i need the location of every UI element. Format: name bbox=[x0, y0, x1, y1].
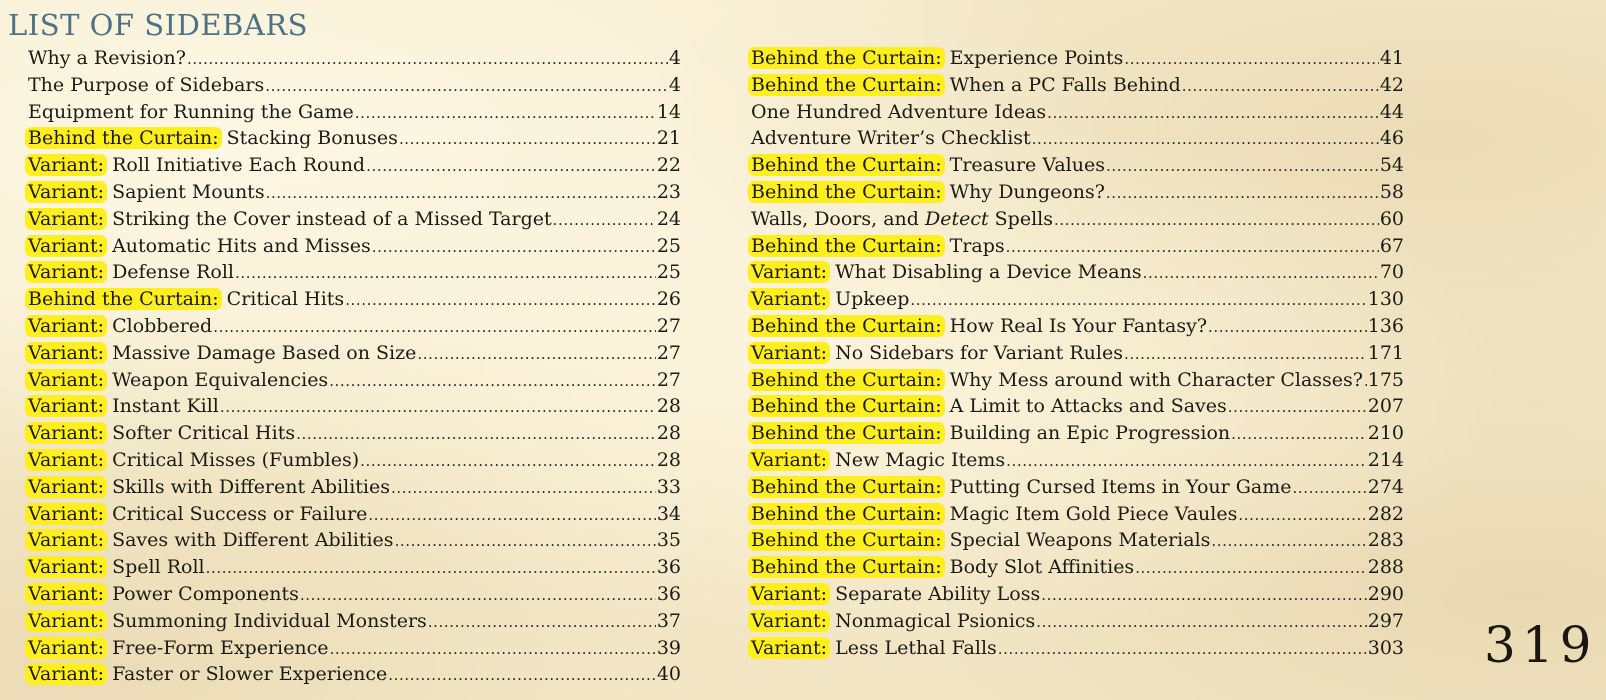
dot-leader bbox=[300, 582, 656, 609]
page-reference: 40 bbox=[656, 663, 681, 686]
list-item bbox=[751, 340, 1404, 367]
sidebar-title: Spell Roll bbox=[112, 556, 205, 579]
page-reference: 46 bbox=[1379, 127, 1404, 150]
sidebar-type-highlight: Variant: bbox=[748, 342, 830, 364]
dot-leader bbox=[1054, 207, 1379, 234]
sidebar-type-highlight: Variant: bbox=[25, 342, 107, 364]
list-item bbox=[751, 179, 1404, 206]
sidebar-title: Why Dungeons? bbox=[949, 180, 1105, 203]
sidebar-type-highlight: Variant: bbox=[25, 422, 107, 444]
dot-leader bbox=[399, 126, 656, 153]
sidebar-type-highlight: Behind the Curtain: bbox=[748, 74, 945, 96]
list-item bbox=[28, 447, 681, 474]
list-item-label bbox=[751, 393, 1227, 420]
dot-leader bbox=[1238, 502, 1366, 529]
sidebar-type-highlight: Variant: bbox=[25, 529, 107, 551]
sidebar-list-right-column bbox=[751, 45, 1404, 661]
list-item bbox=[28, 313, 681, 340]
sidebar-title: Softer Critical Hits bbox=[112, 422, 296, 445]
sidebar-title: Experience Points bbox=[949, 47, 1124, 69]
list-item bbox=[751, 581, 1404, 608]
page-reference: 28 bbox=[656, 422, 681, 445]
list-item bbox=[28, 340, 681, 367]
sidebar-title: The Purpose of Sidebars bbox=[28, 73, 265, 96]
page-reference: 27 bbox=[656, 341, 681, 364]
page-reference: 70 bbox=[1379, 261, 1404, 284]
list-item-label bbox=[28, 152, 365, 179]
sidebar-title: Why Mess around with Character Classes? bbox=[949, 368, 1363, 391]
sidebar-type-highlight: Behind the Curtain: bbox=[748, 154, 945, 176]
dot-leader bbox=[1006, 448, 1367, 475]
list-item bbox=[28, 125, 681, 152]
sidebar-type-highlight: Variant: bbox=[25, 663, 107, 685]
page-reference: 22 bbox=[656, 154, 681, 177]
list-item bbox=[28, 581, 681, 608]
page-reference: 297 bbox=[1367, 609, 1404, 632]
list-item-label bbox=[751, 72, 1181, 99]
page-reference: 130 bbox=[1367, 288, 1404, 311]
dot-leader bbox=[1124, 46, 1378, 73]
dot-leader bbox=[206, 555, 656, 582]
list-item bbox=[751, 635, 1404, 662]
sidebar-type-highlight: Variant: bbox=[25, 395, 107, 417]
sidebar-title: No Sidebars for Variant Rules bbox=[835, 341, 1123, 364]
list-item-label bbox=[28, 233, 371, 260]
page-reference: 207 bbox=[1367, 395, 1404, 418]
dot-leader bbox=[187, 46, 668, 73]
dot-leader bbox=[1182, 73, 1379, 100]
sidebar-title: Sapient Mounts bbox=[112, 180, 265, 203]
list-item bbox=[28, 420, 681, 447]
dot-leader bbox=[1364, 368, 1367, 395]
list-item bbox=[751, 72, 1404, 99]
list-item-label bbox=[751, 367, 1363, 394]
sidebar-title: Magic Item Gold Piece Vaules bbox=[949, 502, 1238, 525]
sidebar-title: A Limit to Attacks and Saves bbox=[949, 395, 1227, 418]
dot-leader bbox=[395, 528, 656, 555]
sidebar-title: Equipment for Running the Game bbox=[28, 100, 354, 123]
dot-leader bbox=[1124, 341, 1367, 368]
sidebar-title: What Disabling a Device Means bbox=[835, 261, 1142, 284]
list-item-label bbox=[28, 447, 359, 474]
list-item bbox=[751, 554, 1404, 581]
page-reference: 34 bbox=[656, 502, 681, 525]
list-item bbox=[751, 152, 1404, 179]
list-item-label bbox=[28, 474, 390, 501]
list-item-label bbox=[751, 420, 1230, 447]
sidebar-title: Why a Revision? bbox=[28, 47, 186, 69]
sidebar-type-highlight: Variant: bbox=[748, 583, 830, 605]
list-item bbox=[28, 99, 681, 126]
sidebar-title: Defense Roll bbox=[112, 261, 235, 284]
list-item bbox=[751, 420, 1404, 447]
page-reference: 28 bbox=[656, 448, 681, 471]
dot-leader bbox=[220, 394, 656, 421]
list-item bbox=[751, 501, 1404, 528]
page-reference: 24 bbox=[656, 207, 681, 230]
list-item bbox=[28, 179, 681, 206]
dot-leader bbox=[265, 73, 668, 100]
sidebar-title: Instant Kill bbox=[112, 395, 219, 418]
list-item bbox=[751, 206, 1404, 233]
sidebar-title: Less Lethal Falls bbox=[835, 636, 997, 659]
list-item-label bbox=[751, 206, 1053, 233]
sidebar-title: Nonmagical Psionics bbox=[835, 609, 1036, 632]
page-reference: 37 bbox=[656, 609, 681, 632]
sidebar-title: Putting Cursed Items in Your Game bbox=[949, 475, 1292, 498]
sidebar-title: Body Slot Affinities bbox=[949, 556, 1135, 579]
sidebar-type-highlight: Behind the Curtain: bbox=[25, 288, 222, 310]
page-reference: 27 bbox=[656, 314, 681, 337]
dot-leader bbox=[428, 609, 656, 636]
list-item-label bbox=[751, 152, 1105, 179]
list-item-label bbox=[751, 99, 1046, 126]
dot-leader bbox=[553, 207, 656, 234]
sidebar-type-highlight: Variant: bbox=[748, 449, 830, 471]
sidebar-title: Stacking Bonuses bbox=[226, 127, 398, 150]
list-item bbox=[28, 527, 681, 554]
sidebar-title: Traps bbox=[949, 234, 1005, 257]
page-reference: 54 bbox=[1379, 154, 1404, 177]
list-item bbox=[28, 554, 681, 581]
list-item-label bbox=[751, 447, 1005, 474]
page-reference: 4 bbox=[668, 73, 681, 96]
page-reference: 67 bbox=[1379, 234, 1404, 257]
list-item bbox=[28, 286, 681, 313]
list-item-label bbox=[751, 259, 1142, 286]
list-item bbox=[28, 474, 681, 501]
page-reference: 274 bbox=[1367, 475, 1404, 498]
list-item-label bbox=[28, 554, 205, 581]
dot-leader bbox=[1036, 609, 1366, 636]
sidebar-type-highlight: Variant: bbox=[25, 208, 107, 230]
list-item bbox=[751, 608, 1404, 635]
sidebar-title: How Real Is Your Fantasy? bbox=[949, 314, 1208, 337]
list-item-label bbox=[28, 367, 328, 394]
sidebar-type-highlight: Behind the Curtain: bbox=[748, 315, 945, 337]
sidebar-title: Critical Hits bbox=[226, 288, 345, 311]
dot-leader bbox=[1143, 260, 1379, 287]
list-item-label bbox=[28, 99, 354, 126]
sidebar-type-highlight: Behind the Curtain: bbox=[748, 529, 945, 551]
sidebar-type-highlight: Variant: bbox=[25, 583, 107, 605]
dot-leader bbox=[998, 636, 1367, 663]
page-reference: 36 bbox=[656, 556, 681, 579]
dot-leader bbox=[417, 341, 655, 368]
page-reference: 58 bbox=[1379, 180, 1404, 203]
page-reference: 136 bbox=[1367, 314, 1404, 337]
sidebar-title: Upkeep bbox=[835, 288, 910, 311]
dot-leader bbox=[355, 100, 656, 127]
sidebar-title: Weapon Equivalencies bbox=[112, 368, 329, 391]
list-item bbox=[751, 286, 1404, 313]
sidebar-type-highlight: Behind the Curtain: bbox=[25, 127, 222, 149]
sidebar-title: Faster or Slower Experience bbox=[112, 663, 388, 686]
dot-leader bbox=[1208, 314, 1367, 341]
sidebar-type-highlight: Behind the Curtain: bbox=[748, 369, 945, 391]
list-item bbox=[751, 125, 1404, 152]
list-item bbox=[751, 367, 1404, 394]
sidebar-type-highlight: Variant: bbox=[25, 476, 107, 498]
dot-leader bbox=[372, 234, 656, 261]
sidebar-title: Skills with Different Abilities bbox=[112, 475, 390, 498]
page-reference: 303 bbox=[1367, 636, 1404, 659]
sidebar-title: Building an Epic Progression bbox=[949, 422, 1231, 445]
page-reference: 283 bbox=[1367, 529, 1404, 552]
dot-leader bbox=[345, 287, 656, 314]
sidebar-type-highlight: Variant: bbox=[25, 154, 107, 176]
page-reference: 14 bbox=[656, 100, 681, 123]
dot-leader bbox=[266, 180, 656, 207]
page-reference: 27 bbox=[656, 368, 681, 391]
sidebar-title: Roll Initiative Each Round bbox=[112, 154, 366, 177]
sidebar-title: Clobbered bbox=[112, 314, 213, 337]
list-item-label bbox=[28, 608, 427, 635]
list-item bbox=[751, 393, 1404, 420]
list-item-label bbox=[28, 420, 295, 447]
sidebar-title: Walls, Doors, and Detect Spells bbox=[751, 207, 1053, 230]
page-reference: 41 bbox=[1379, 47, 1404, 69]
list-item bbox=[751, 447, 1404, 474]
list-item bbox=[28, 661, 681, 688]
dot-leader bbox=[1041, 582, 1366, 609]
page-reference: 288 bbox=[1367, 556, 1404, 579]
page-reference: 33 bbox=[656, 475, 681, 498]
list-item-label bbox=[28, 259, 234, 286]
list-item bbox=[28, 259, 681, 286]
list-item bbox=[751, 313, 1404, 340]
sidebar-type-highlight: Behind the Curtain: bbox=[748, 181, 945, 203]
list-item-label bbox=[28, 125, 398, 152]
page-reference: 25 bbox=[656, 261, 681, 284]
list-item-label bbox=[751, 608, 1035, 635]
sidebar-type-highlight: Variant: bbox=[25, 369, 107, 391]
sidebar-type-highlight: Variant: bbox=[25, 503, 107, 525]
list-item-label bbox=[28, 661, 387, 688]
page-reference: 28 bbox=[656, 395, 681, 418]
sidebar-type-highlight: Behind the Curtain: bbox=[748, 395, 945, 417]
sidebar-type-highlight: Variant: bbox=[25, 181, 107, 203]
dot-leader bbox=[235, 260, 656, 287]
sidebar-type-highlight: Variant: bbox=[748, 261, 830, 283]
page-reference: 21 bbox=[656, 127, 681, 150]
list-item-label bbox=[751, 581, 1040, 608]
dot-leader bbox=[1032, 126, 1379, 153]
page-title: LIST OF SIDEBARS bbox=[8, 8, 308, 42]
sidebar-type-highlight: Variant: bbox=[25, 637, 107, 659]
list-item-label bbox=[28, 340, 416, 367]
sidebar-type-highlight: Variant: bbox=[25, 610, 107, 632]
list-item-label bbox=[28, 393, 219, 420]
list-item-label bbox=[28, 286, 344, 313]
sidebar-title: Power Components bbox=[112, 582, 299, 605]
sidebar-list-left-column bbox=[28, 45, 681, 688]
list-item bbox=[28, 393, 681, 420]
sidebar-type-highlight: Behind the Curtain: bbox=[748, 235, 945, 257]
page-reference: 26 bbox=[656, 288, 681, 311]
list-item bbox=[28, 608, 681, 635]
sidebar-title: New Magic Items bbox=[835, 448, 1006, 471]
dot-leader bbox=[1231, 421, 1367, 448]
sidebar-title: Automatic Hits and Misses bbox=[112, 234, 371, 257]
sidebar-type-highlight: Behind the Curtain: bbox=[748, 476, 945, 498]
sidebar-type-highlight: Behind the Curtain: bbox=[748, 503, 945, 525]
list-item bbox=[751, 259, 1404, 286]
sidebar-type-highlight: Behind the Curtain: bbox=[748, 422, 945, 444]
dot-leader bbox=[330, 636, 656, 663]
list-item bbox=[751, 474, 1404, 501]
page-reference: 36 bbox=[656, 582, 681, 605]
sidebar-title: Critical Success or Failure bbox=[112, 502, 368, 525]
dot-leader bbox=[910, 287, 1366, 314]
page-reference: 214 bbox=[1367, 448, 1404, 471]
sidebar-type-highlight: Variant: bbox=[25, 315, 107, 337]
sidebar-title: Adventure Writer’s Checklist bbox=[751, 127, 1031, 150]
sidebar-type-highlight: Variant: bbox=[25, 235, 107, 257]
list-item bbox=[28, 45, 681, 72]
list-item-label bbox=[28, 581, 299, 608]
dot-leader bbox=[1135, 555, 1367, 582]
dot-leader bbox=[1106, 153, 1379, 180]
page-reference: 171 bbox=[1367, 341, 1404, 364]
list-item-label bbox=[751, 233, 1005, 260]
sidebar-title: Free-Form Experience bbox=[112, 636, 329, 659]
page-reference: 39 bbox=[656, 636, 681, 659]
sidebar-type-highlight: Behind the Curtain: bbox=[748, 556, 945, 578]
list-item bbox=[28, 206, 681, 233]
list-item bbox=[28, 152, 681, 179]
page-reference: 23 bbox=[656, 180, 681, 203]
dot-leader bbox=[388, 662, 656, 689]
list-item-label bbox=[751, 179, 1105, 206]
list-item bbox=[751, 527, 1404, 554]
list-item bbox=[28, 501, 681, 528]
dot-leader bbox=[360, 448, 656, 475]
dot-leader bbox=[1228, 394, 1367, 421]
list-item-label bbox=[751, 45, 1123, 72]
dot-leader bbox=[296, 421, 656, 448]
list-item-label bbox=[751, 501, 1237, 528]
dot-leader bbox=[1006, 234, 1379, 261]
list-item bbox=[28, 72, 681, 99]
sidebar-title: Critical Misses (Fumbles) bbox=[112, 448, 360, 471]
list-item bbox=[28, 233, 681, 260]
dot-leader bbox=[366, 153, 656, 180]
list-item-label bbox=[751, 474, 1292, 501]
list-item-label bbox=[28, 179, 265, 206]
sidebar-type-highlight: Variant: bbox=[748, 288, 830, 310]
page-reference: 60 bbox=[1379, 207, 1404, 230]
sidebar-type-highlight: Behind the Curtain: bbox=[748, 47, 945, 69]
dot-leader bbox=[391, 475, 656, 502]
list-item-label bbox=[751, 340, 1123, 367]
sidebar-type-highlight: Variant: bbox=[25, 556, 107, 578]
list-item-label bbox=[751, 554, 1134, 581]
list-item bbox=[751, 45, 1404, 72]
sidebar-type-highlight: Variant: bbox=[748, 637, 830, 659]
sidebar-type-highlight: Variant: bbox=[748, 610, 830, 632]
list-item-label bbox=[28, 635, 329, 662]
sidebar-title: Massive Damage Based on Size bbox=[112, 341, 417, 364]
list-item-label bbox=[28, 501, 367, 528]
page-reference: 25 bbox=[656, 234, 681, 257]
list-item bbox=[28, 367, 681, 394]
dot-leader bbox=[1293, 475, 1367, 502]
sidebar-type-highlight: Variant: bbox=[25, 449, 107, 471]
list-item bbox=[751, 99, 1404, 126]
sidebar-title: One Hundred Adventure Ideas bbox=[751, 100, 1047, 123]
dot-leader bbox=[1211, 528, 1366, 555]
list-item-label bbox=[751, 313, 1207, 340]
page-reference: 175 bbox=[1367, 368, 1404, 391]
page-reference: 210 bbox=[1367, 422, 1404, 445]
dot-leader bbox=[329, 368, 656, 395]
page-reference: 282 bbox=[1367, 502, 1404, 525]
page-number: 319 bbox=[1484, 616, 1598, 674]
dot-leader bbox=[1106, 180, 1379, 207]
sidebar-title: Striking the Cover instead of a Missed Target bbox=[112, 207, 552, 230]
sidebar-title: Separate Ability Loss bbox=[835, 582, 1041, 605]
list-item-label bbox=[751, 125, 1031, 152]
list-item-label bbox=[751, 286, 909, 313]
sidebar-type-highlight: Variant: bbox=[25, 261, 107, 283]
list-item-label bbox=[28, 206, 552, 233]
dot-leader bbox=[368, 502, 655, 529]
page-reference: 44 bbox=[1379, 100, 1404, 123]
dot-leader bbox=[1047, 100, 1379, 127]
dot-leader bbox=[213, 314, 656, 341]
list-item-label bbox=[28, 313, 212, 340]
page-reference: 290 bbox=[1367, 582, 1404, 605]
page-reference: 35 bbox=[656, 529, 681, 552]
page-reference: 4 bbox=[668, 47, 681, 69]
sidebar-title: Special Weapons Materials bbox=[949, 529, 1211, 552]
list-item-label bbox=[751, 635, 997, 662]
list-item-label bbox=[28, 527, 394, 554]
list-item bbox=[28, 635, 681, 662]
list-item-label bbox=[28, 45, 186, 72]
list-item bbox=[751, 233, 1404, 260]
list-item-label bbox=[751, 527, 1210, 554]
sidebar-title: When a PC Falls Behind bbox=[949, 73, 1181, 96]
page-reference: 42 bbox=[1379, 73, 1404, 96]
sidebar-title: Saves with Different Abilities bbox=[112, 529, 394, 552]
sidebar-title: Treasure Values bbox=[949, 154, 1105, 177]
list-item-label bbox=[28, 72, 264, 99]
sidebar-title: Summoning Individual Monsters bbox=[112, 609, 427, 632]
